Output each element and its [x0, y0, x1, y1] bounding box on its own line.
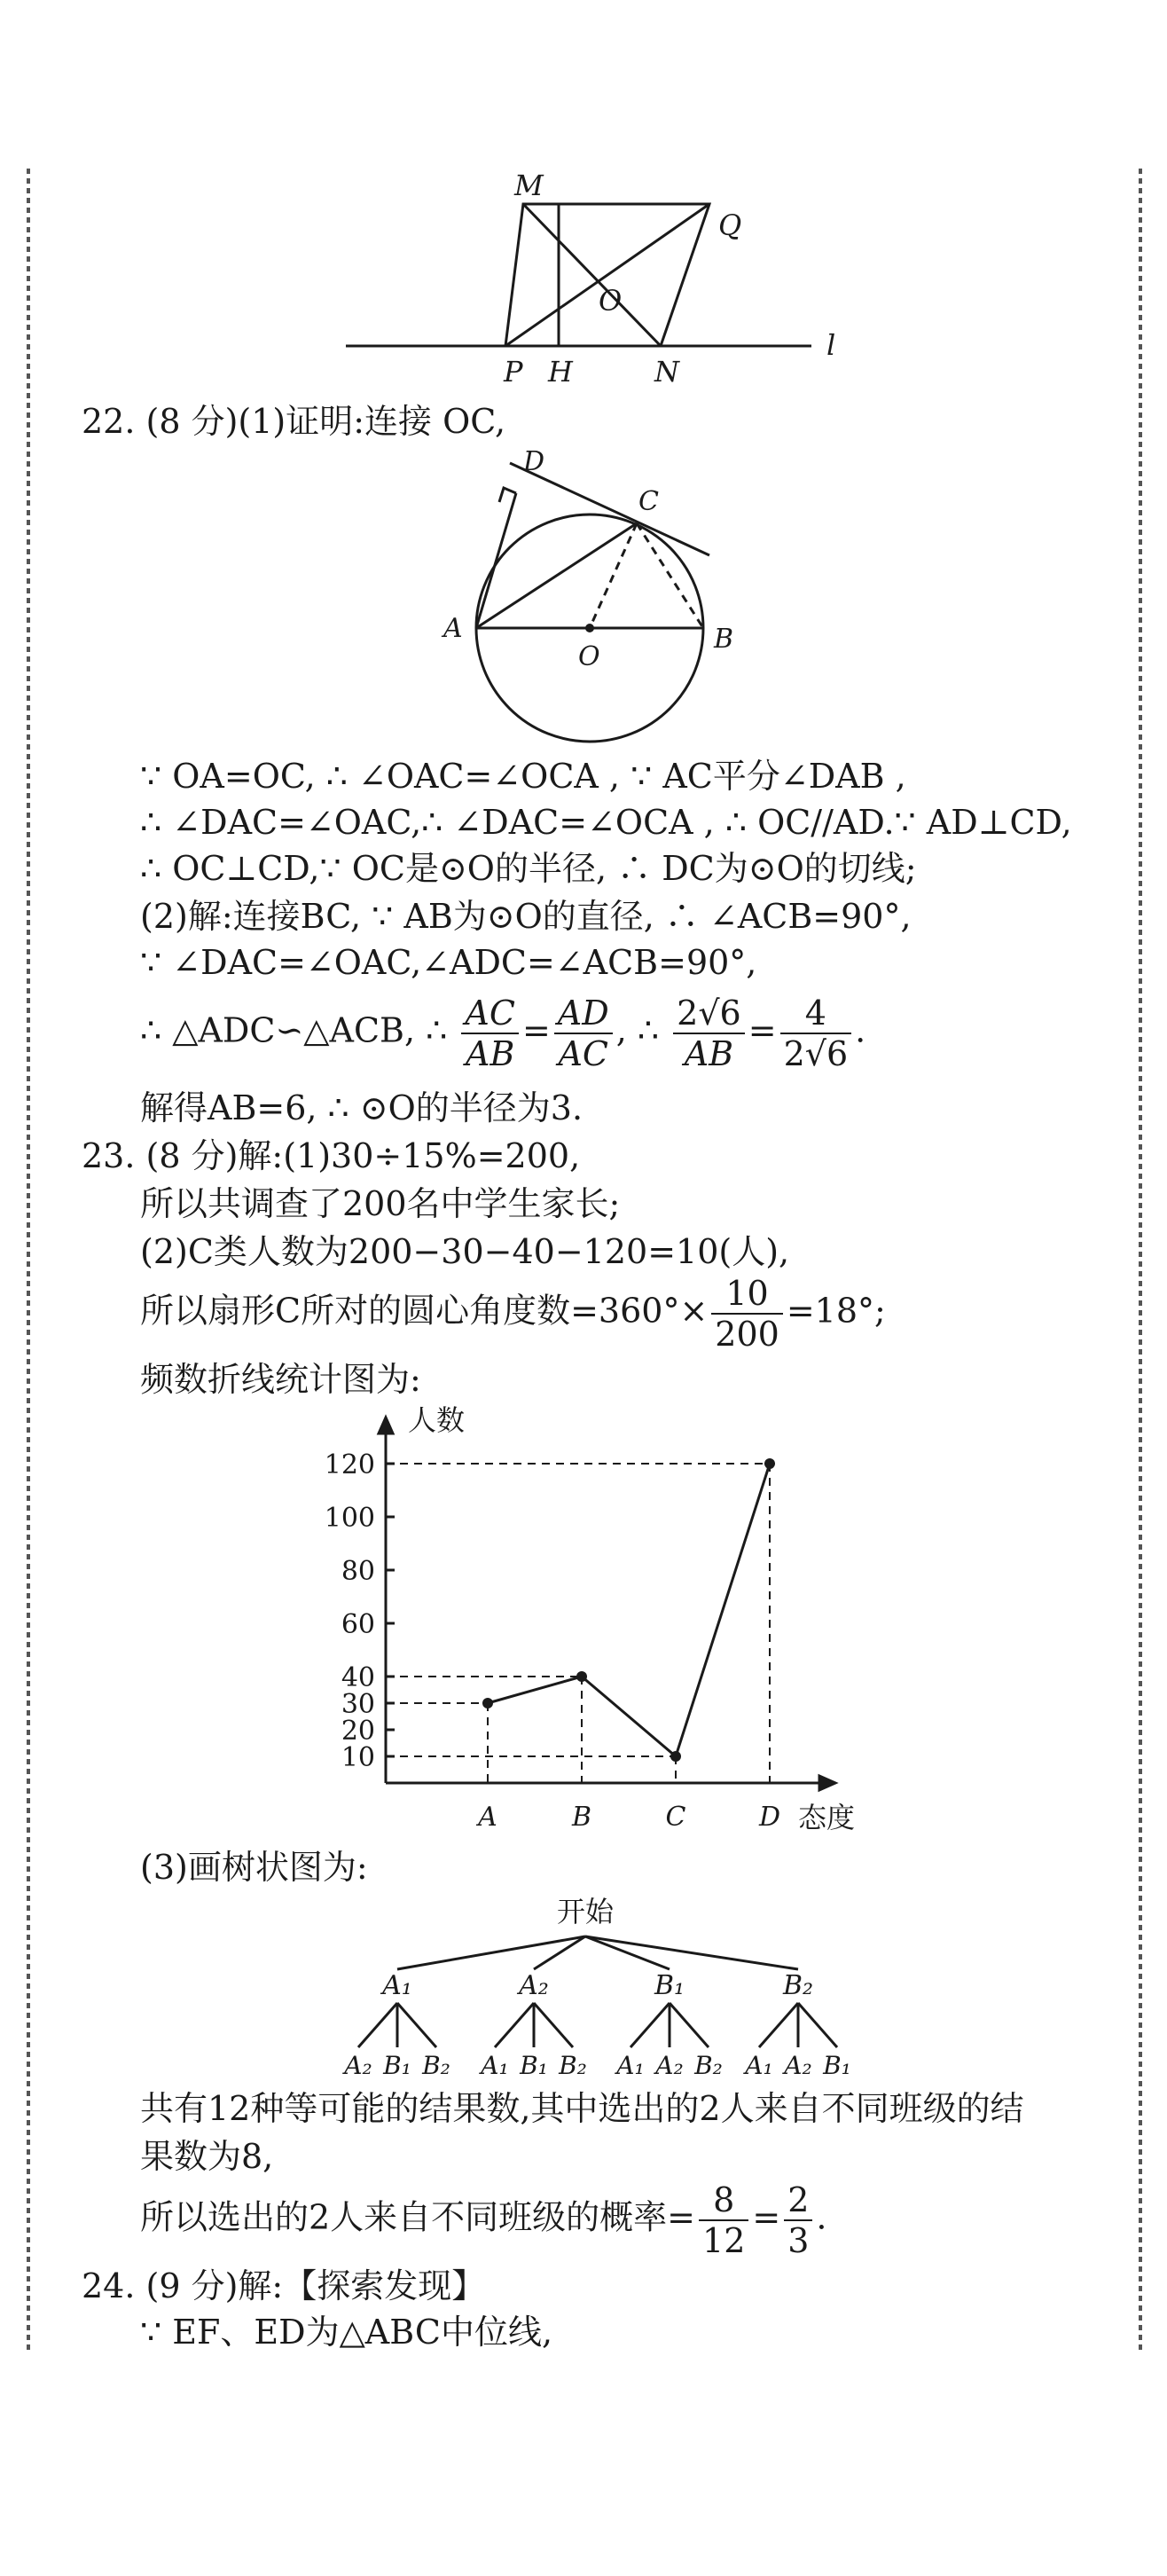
- tree-branch-label: A₂: [519, 1970, 549, 2001]
- tree-leaf-label: A₁: [616, 2051, 645, 2080]
- tree-leaf-label: B₁: [383, 2051, 411, 2080]
- tree-edge: [670, 2003, 709, 2047]
- label-b: B: [714, 624, 734, 655]
- tree-leaf-label: B₂: [559, 2051, 587, 2080]
- tree-branch-label: B₂: [782, 1970, 814, 2001]
- fraction-ad-ac: $\frac{AD}{AC}$: [554, 993, 613, 1073]
- label-l: l: [826, 328, 836, 362]
- q24-header: 24. (9 分)解:【探索发现】: [82, 2266, 486, 2305]
- tree-edge: [397, 2003, 436, 2047]
- label-q: Q: [718, 208, 742, 242]
- tree-leaf-label: A₂: [344, 2051, 372, 2080]
- q22-line-5: ∵ ∠DAC=∠OAC,∠ADC=∠ACB=90°,: [140, 943, 757, 982]
- tree-leaf-label: B₁: [823, 2051, 851, 2080]
- x-axis-label: 态度: [798, 1801, 856, 1834]
- tree-edge: [798, 2003, 837, 2047]
- tree-leaf-label: B₂: [694, 2051, 723, 2080]
- x-tick-label: D: [758, 1802, 781, 1833]
- sim-prefix: ∴ △ADC∽△ACB, ∴: [140, 1010, 448, 1050]
- y-tick-label: 80: [341, 1556, 375, 1587]
- tree-edge: [397, 1936, 585, 1969]
- left-dotted-border: [27, 169, 30, 2351]
- q23-line-6: 果数为8,: [140, 2137, 274, 2176]
- tree-leaf-label: B₁: [520, 2051, 548, 2080]
- x-axis-arrow: [819, 1776, 835, 1790]
- q22-line-4: (2)解:连接BC, ∵ AB为⊙O的直径, ∴ ∠ACB=90°,: [140, 897, 912, 936]
- fraction-2root6-ab: $\frac{2√6}{AB}$: [673, 993, 745, 1073]
- x-tick-label: B: [571, 1802, 592, 1833]
- q22-similarity-line: ∴ △ADC∽△ACB, ∴ $\frac{AC}{AB}$ = $\frac{AD}{AC}$ , ∴ $\frac{2√6}{AB}$ = $\frac{4}{2√6}$ .: [140, 993, 866, 1073]
- label-d: D: [523, 446, 545, 477]
- label-c: C: [638, 486, 659, 517]
- tree-edge: [630, 2003, 670, 2047]
- q22-result: 解得AB=6, ∴ ⊙O的半径为3.: [140, 1088, 584, 1127]
- q23-line-2: (2)C类人数为200−30−40−120=10(人),: [140, 1232, 790, 1271]
- tree-edge: [585, 1936, 670, 1969]
- data-point: [764, 1458, 775, 1469]
- fraction-4-2root6: $\frac{4}{2√6}$: [780, 993, 852, 1073]
- q23-line-3: 频数折线统计图为:: [140, 1360, 421, 1399]
- data-point: [482, 1698, 493, 1708]
- y-tick-label: 60: [341, 1609, 375, 1640]
- tree-leaf-label: A₂: [784, 2051, 812, 2080]
- q23-line-1: 所以共调查了200名中学生家长;: [140, 1184, 621, 1223]
- y-tick-label: 10: [341, 1742, 375, 1773]
- q23-probability-line: 所以选出的2人来自不同班级的概率= $\frac{8}{12}$ = $\frac{2}{3}$ .: [140, 2180, 827, 2260]
- tree-edge: [585, 1936, 798, 1969]
- label-o: O: [599, 284, 623, 318]
- tree-edge: [358, 2003, 397, 2047]
- y-tick-label: 120: [324, 1449, 375, 1480]
- label-o: O: [578, 641, 600, 672]
- tree-diagram: [328, 1888, 860, 2083]
- q22-line-2: ∴ ∠DAC=∠OAC,∴ ∠DAC=∠OCA , ∴ OC//AD.∵ AD⊥CD,: [140, 803, 1072, 842]
- y-tick-label: 20: [341, 1716, 375, 1747]
- label-p: P: [504, 355, 523, 389]
- q22-header: 22. (8 分)(1)证明:连接 OC,: [82, 402, 506, 441]
- fraction-8-12: $\frac{8}{12}$: [699, 2180, 748, 2260]
- q22-line-1: ∵ OA=OC, ∴ ∠OAC=∠OCA , ∵ AC平分∠DAB ,: [140, 757, 906, 796]
- label-a: A: [443, 613, 463, 644]
- tree-branch-label: B₁: [654, 1970, 685, 2001]
- fraction-10-200: $\frac{10}{200}$: [711, 1274, 783, 1354]
- tree-edge: [534, 2003, 573, 2047]
- q23-line-4: (3)画树状图为:: [140, 1848, 368, 1887]
- y-axis-arrow: [379, 1418, 393, 1433]
- label-m: M: [514, 169, 544, 202]
- fraction-2-3: $\frac{2}{3}$: [784, 2180, 812, 2260]
- tree-branch-label: A₁: [382, 1970, 412, 2001]
- parallelogram-figure: [337, 164, 851, 395]
- label-h: H: [548, 355, 573, 389]
- tree-edge: [495, 2003, 534, 2047]
- q23-header: 23. (8 分)解:(1)30÷15%=200,: [82, 1136, 581, 1175]
- data-point: [576, 1671, 587, 1682]
- y-axis-label: 人数: [408, 1403, 466, 1437]
- y-tick-label: 100: [324, 1503, 375, 1534]
- data-point: [670, 1751, 681, 1762]
- q24-line-1: ∵ EF、ED为△ABC中位线,: [140, 2313, 553, 2352]
- tree-leaf-label: A₁: [745, 2051, 773, 2080]
- q23-angle-line: 所以扇形C所对的圆心角度数=360°× $\frac{10}{200}$ =18°;: [140, 1274, 886, 1354]
- tree-leaf-label: A₂: [655, 2051, 684, 2080]
- tree-root: 开始: [556, 1895, 615, 1928]
- fraction-ac-ab: $\frac{AC}{AB}$: [461, 993, 519, 1073]
- right-dotted-border: [1139, 169, 1142, 2351]
- label-n: N: [654, 355, 679, 389]
- tree-leaf-label: B₂: [422, 2051, 450, 2080]
- x-tick-label: C: [665, 1802, 686, 1833]
- q22-line-3: ∴ OC⊥CD,∵ OC是⊙O的半径, ∴ DC为⊙O的切线;: [140, 849, 917, 888]
- y-tick-label: 30: [341, 1689, 375, 1720]
- series-line: [488, 1464, 770, 1756]
- x-tick-label: A: [478, 1802, 497, 1833]
- y-tick-label: 40: [341, 1662, 375, 1693]
- frequency-line-chart: [302, 1393, 869, 1845]
- circle-tangent-figure: [426, 444, 780, 754]
- tree-leaf-label: A₁: [481, 2051, 509, 2080]
- q23-line-5: 共有12种等可能的结果数,其中选出的2人来自不同班级的结: [140, 2089, 1024, 2128]
- tree-edge: [759, 2003, 798, 2047]
